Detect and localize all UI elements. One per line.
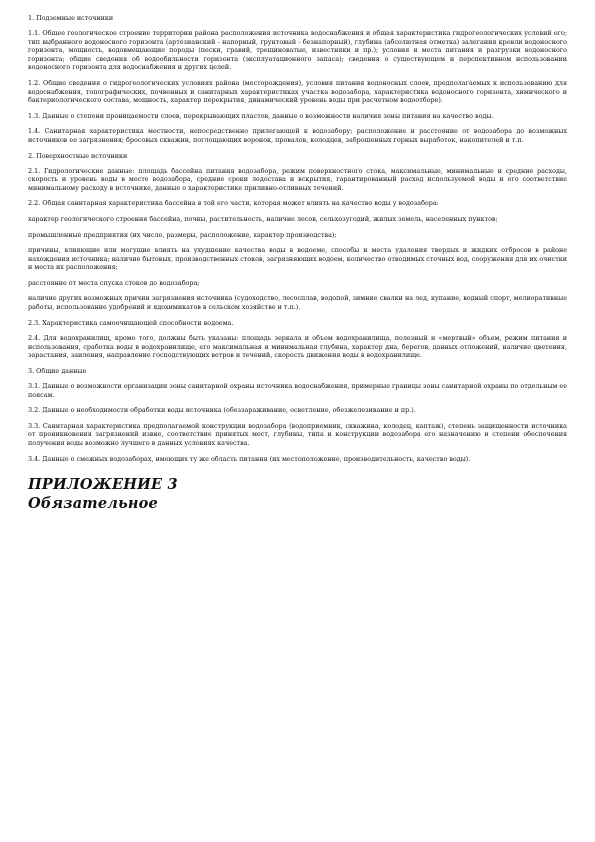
paragraph-2-4: 2.4. Для водохранилищ, кроме того, должны быть указаны: площадь зеркала и объем водохранилища, полезный и «мертвый» объем, режим питания и использования, сработка воды в водохранилище, его максимальная и минимальная глубина, характер дна, берегов, данных отложений, наличие цветения, зарастания, заиления, направление господствующих ветров и течений, скорость движения воды в водохранилище.	[28, 334, 567, 360]
paragraph-2-2-geology: характер геологического строения бассейна, почвы, растительность, наличие лесов, сельхозугодий, жилых земель, населенных пунктов;	[28, 214, 498, 223]
paragraph-2-3: 2.3. Характеристика самоочищающей способности водоема.	[28, 318, 234, 327]
paragraph-1-4: 1.4. Санитарная характеристика местности, непосредственно прилегающей к водозабору; расположение и расстояние от водозабора до возможных источников ее загрязнения; бросовых скважин, поглощающих воронок, провалов, колодцев, заброшенных горных выработок, накопителей и т.п.	[28, 127, 567, 144]
paragraph-2-2-other-causes: наличие других возможных причин загрязнения источника (судоходство, лесосплав, водопой, зимние свалки на лед, купание, водный спорт, мелиоративные работы, использование удобрений и ядохимикатов в сельском хозяйстве и т.п.).	[28, 294, 567, 312]
section-heading-underground-sources: 1. Подземные источники	[28, 14, 114, 22]
paragraph-3-4: 3.4. Данные о смежных водозаборах, имеющих ту же область питания (их местоположение, производительность, качество воды).	[28, 454, 471, 463]
paragraph-1-2: 1.2. Общие сведения о гидрогеологических условиях района (месторождения), условия питания водоносных слоев, предполагаемых к использованию для водоснабжения, топографических, почвенных и санитарных характеристиках участка водозабора, характеристика водоносного горизонта, химического и бактериологического состава, мощность, характер перекрытия, динамический уровень воды при расчетном водоотборе).	[28, 78, 567, 105]
paragraph-2-2-industry: промышленные предприятия (их число, размеры, расположение, характер производства);	[28, 230, 337, 239]
section-heading-surface-sources: 2. Поверхностные источники	[28, 151, 128, 160]
paragraph-2-1: 2.1. Гидрологические данные: площадь бассейна питания водозабора, режим поверхностного стока, максимальные, минимальные и средние расходы, скорость и уровень воды в месте водозабора, средние сроки ледостава и вскрытия, гарантированный расход используемой воды и его соответствие минимальному расходу в источнике, данные о характеристике приливно-отливных течений.	[28, 166, 567, 192]
paragraph-3-1: 3.1. Данные о возможности организации зоны санитарной охраны источника водоснабжения, примерные границы зоны санитарной охраны по отдельным ее поясам.	[28, 382, 567, 399]
appendix-title: ПРИЛОЖЕНИЕ 3	[28, 476, 178, 494]
paragraph-1-1: 1.1. Общее геологическое строение территории района расположения источника водоснабжения и общая характеристика гидрогеологических условий его; тип выбранного водоносного горизонта (артезианский - напорный, грунтовый - безнапорный), глубина (абсолютная отметка) залегания кровли водоносного горизонта, мощность, водовмещающие породы (пески, гравий, трещиноватые, известняки и пр.); условия и места питания и разгрузки водоносного горизонта; общие сведения об водообильности горизонта (эксплуатационного запаса); сведения о существующем и перспективном использовании водоносного горизонта для водоснабжения и других целей.	[28, 29, 567, 72]
appendix-heading	[28, 475, 567, 513]
paragraph-2-2-distance: расстояние от места спуска стоков до водозабора;	[28, 278, 200, 287]
paragraph-2-2: 2.2. Общая санитарная характеристика бассейна в той его части, которая может влиять на качество воды у водозабора:	[28, 199, 439, 208]
paragraph-2-2-causes: причины, влияющие или могущие влиять на ухудшение качества воды в водоеме, способы и места удаления твердых и жидких отбросов в районе нахождения источника; наличие бытовых, производственных стоков, загрязняющих водоем, количество отводимых сточных вод, сооружения для их очистки и места их расположения;	[28, 246, 567, 272]
appendix-subtitle: Обязательное	[28, 495, 158, 513]
paragraph-1-3: 1.3. Данные о степени проницаемости слоев, перекрывающих пластов, данные о возможности наличия зоны питания на качество воды.	[28, 111, 494, 120]
section-heading-general-data: 3. Общие данные	[28, 367, 87, 376]
paragraph-3-3: 3.3. Санитарная характеристика предполагаемой конструкции водозабора (водоприемник, скважина, колодец, каптаж), степень защищенности источника от проникновения загрязнений извне, соответствие принятых мест, глубины, типа и конструкции водозабора его назначению и степени обеспечения получения воды возможно лучшего в данных условиях качества.	[28, 421, 567, 447]
paragraph-3-2: 3.2. Данные о необходимости обработки воды источника (обеззараживание, осветление, обезжелезивание и пр.).	[28, 406, 416, 415]
